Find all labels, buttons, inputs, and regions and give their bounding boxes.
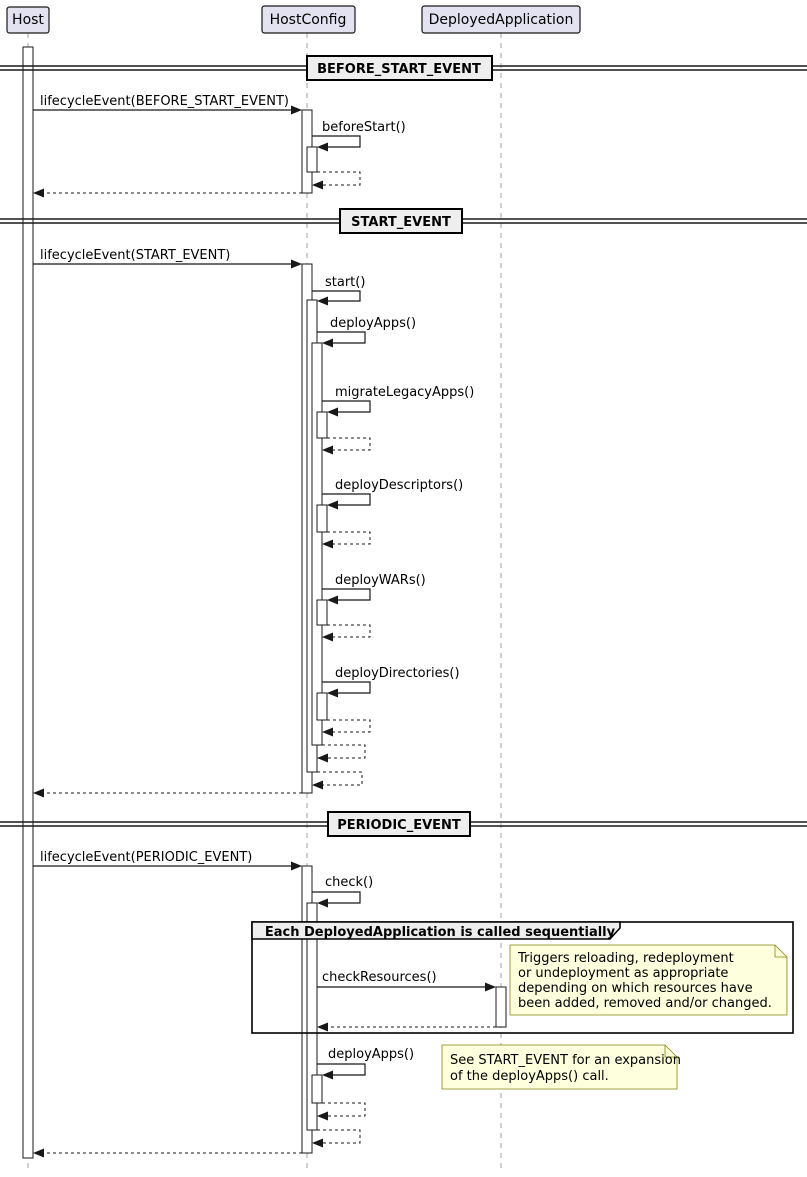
note-line: depending on which resources have xyxy=(518,981,753,996)
message-label: checkResources() xyxy=(322,970,437,985)
message-label: check() xyxy=(325,875,374,890)
arrowhead xyxy=(327,596,338,605)
arrowhead xyxy=(322,339,333,348)
arrowhead xyxy=(327,501,338,510)
divider-label: START_EVENT xyxy=(351,215,451,230)
return-start xyxy=(312,772,362,790)
message-label: deployApps() xyxy=(330,316,417,331)
message-deploywars xyxy=(322,573,426,642)
message-line xyxy=(317,1064,365,1075)
group-title: Each DeployedApplication is called sequentially xyxy=(264,925,616,940)
note-line: been added, removed and/or changed. xyxy=(518,996,772,1011)
message-migratelegacyapps xyxy=(322,385,474,455)
message-line xyxy=(322,494,370,505)
arrowhead xyxy=(33,789,44,798)
message-label: start() xyxy=(325,275,366,290)
activation-hostconfig-deployapps xyxy=(312,343,322,745)
message-lifecycle-start xyxy=(33,248,302,269)
arrowhead xyxy=(317,899,328,908)
participant-hostconfig xyxy=(262,6,355,33)
activation-hostconfig-deploydescriptors xyxy=(317,505,327,532)
participant-host-label: Host xyxy=(12,12,44,28)
return-line xyxy=(327,438,370,450)
message-deploydirectories xyxy=(322,666,460,737)
arrowhead xyxy=(485,983,496,992)
return-line xyxy=(327,532,370,544)
message-lifecycle-periodic xyxy=(33,850,302,871)
message-beforestart xyxy=(312,120,406,190)
arrowhead xyxy=(327,408,338,417)
participant-hostconfig-label: HostConfig xyxy=(269,12,347,28)
message-lifecycle-before-start xyxy=(33,94,302,115)
divider-periodic-event xyxy=(0,812,807,836)
message-deploydescriptors xyxy=(322,478,463,549)
note-check-resources xyxy=(510,945,787,1015)
activation-hostconfig-deploywars xyxy=(317,600,327,625)
return-line xyxy=(322,745,365,758)
divider-label: PERIODIC_EVENT xyxy=(337,818,461,833)
arrowhead xyxy=(312,1139,323,1148)
return-line xyxy=(317,1130,360,1143)
participant-deployedapplication xyxy=(422,6,580,33)
return-before-start xyxy=(33,189,302,198)
return-periodic-event xyxy=(33,1149,302,1158)
activation-hostconfig-deployapps-periodic xyxy=(312,1075,322,1103)
return-deployapps xyxy=(317,745,365,763)
message-line xyxy=(312,892,360,903)
note-line: of the deployApps() call. xyxy=(450,1069,609,1084)
activation-deployedapplication-checkresources xyxy=(496,987,506,1027)
return-check xyxy=(312,1130,360,1148)
return-line xyxy=(327,720,370,732)
divider-label: BEFORE_START_EVENT xyxy=(317,62,481,77)
return-start-event xyxy=(33,789,302,798)
arrowhead xyxy=(317,1023,328,1032)
divider-before-start-event xyxy=(0,56,807,80)
arrowhead xyxy=(327,689,338,698)
arrowhead xyxy=(291,106,302,115)
message-label: deployApps() xyxy=(328,1047,415,1062)
arrowhead xyxy=(317,297,328,306)
message-label: lifecycleEvent(BEFORE_START_EVENT) xyxy=(40,94,289,109)
message-check xyxy=(312,875,373,908)
divider-start-event xyxy=(0,209,807,233)
message-deployapps xyxy=(317,316,416,348)
message-line xyxy=(312,136,360,147)
arrowhead xyxy=(322,1071,333,1080)
return-line xyxy=(317,772,362,785)
participant-deployedapplication-label: DeployedApplication xyxy=(428,12,574,28)
message-deployapps-periodic xyxy=(317,1047,414,1121)
activation-host xyxy=(23,47,33,1158)
activation-hostconfig-deploydirectories xyxy=(317,693,327,720)
arrowhead xyxy=(322,540,333,549)
arrowhead xyxy=(317,754,328,763)
note-line: Triggers reloading, redeployment xyxy=(518,951,734,966)
arrowhead xyxy=(322,728,333,737)
message-line xyxy=(322,401,370,412)
note-line: See START_EVENT for an expansion xyxy=(450,1053,681,1068)
message-line xyxy=(322,589,370,600)
arrowhead xyxy=(317,1112,328,1121)
return-line xyxy=(317,172,360,185)
message-label: deployWARs() xyxy=(335,573,426,588)
note-line: or undeployment as appropriate xyxy=(518,966,729,981)
activation-hostconfig-migratelegacyapps xyxy=(317,412,327,438)
message-checkresources xyxy=(317,970,496,1032)
arrowhead xyxy=(317,143,328,152)
arrowhead xyxy=(33,1149,44,1158)
message-label: migrateLegacyApps() xyxy=(335,385,475,400)
return-line xyxy=(327,625,370,637)
arrowhead xyxy=(291,260,302,269)
message-label: deployDescriptors() xyxy=(335,478,464,493)
arrowhead xyxy=(312,781,323,790)
arrowhead xyxy=(312,181,323,190)
message-line xyxy=(317,332,365,343)
arrowhead xyxy=(291,862,302,871)
activation-hostconfig-beforestart xyxy=(307,147,317,172)
message-label: beforeStart() xyxy=(322,120,406,135)
message-line xyxy=(312,291,360,301)
arrowhead xyxy=(322,633,333,642)
message-label: deployDirectories() xyxy=(335,666,460,681)
message-line xyxy=(322,682,370,693)
participant-host xyxy=(7,7,49,33)
arrowhead xyxy=(33,189,44,198)
message-label: lifecycleEvent(PERIODIC_EVENT) xyxy=(40,850,253,865)
message-start xyxy=(312,275,365,306)
message-label: lifecycleEvent(START_EVENT) xyxy=(40,248,231,263)
arrowhead xyxy=(322,446,333,455)
return-line xyxy=(322,1103,365,1116)
note-deploy-apps xyxy=(442,1045,681,1089)
